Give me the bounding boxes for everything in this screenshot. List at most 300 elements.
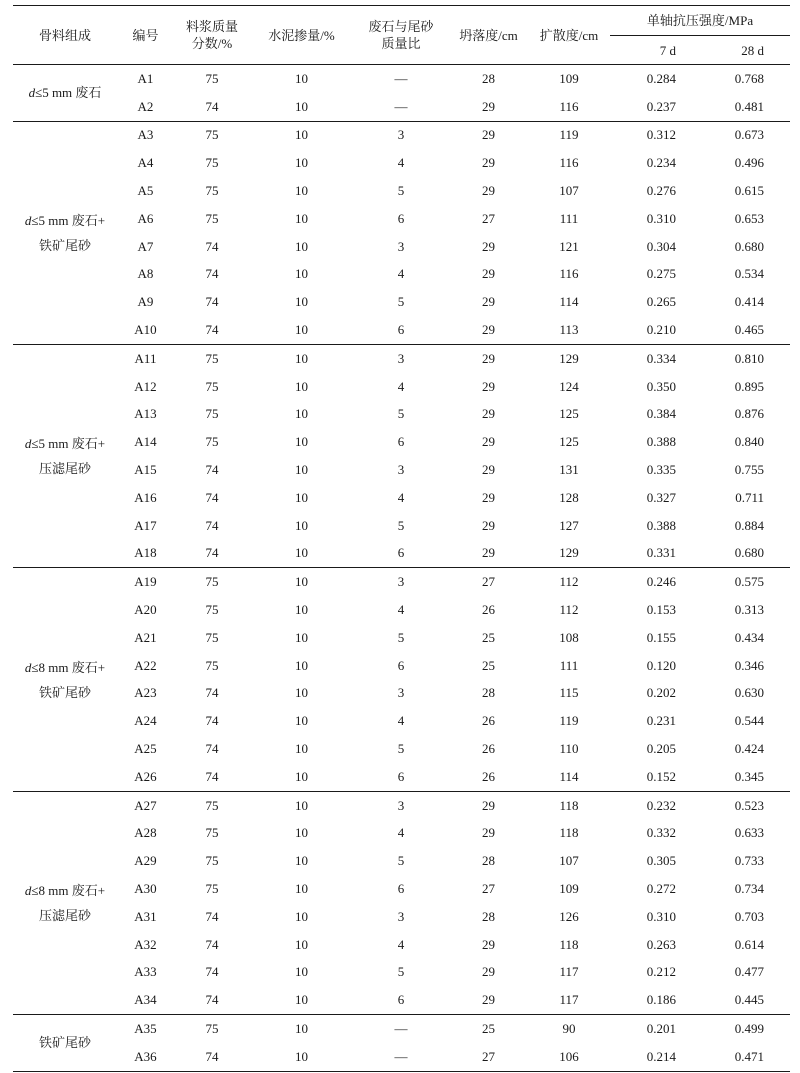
- cell-ratio: 5: [397, 741, 405, 757]
- cell-ratio: 5: [397, 183, 405, 199]
- cell-mass-fraction: 74: [205, 517, 219, 533]
- cell-ucs-28d: 0.680: [734, 545, 765, 561]
- table-row: [13, 456, 790, 484]
- cell-id: A9: [137, 294, 154, 310]
- mix-proportion-table: [13, 5, 790, 1072]
- cell-ucs-7d: 0.334: [646, 350, 676, 366]
- cell-cement: 10: [295, 768, 308, 784]
- cell-spread: 109: [559, 70, 579, 86]
- cell-slump: 29: [482, 992, 495, 1008]
- cell-ratio: 5: [397, 294, 405, 310]
- cell-id: A16: [134, 489, 157, 505]
- cell-cement: 10: [295, 574, 308, 590]
- cell-slump: 29: [482, 517, 495, 533]
- cell-id: A4: [137, 155, 154, 171]
- cell-slump: 29: [482, 545, 495, 561]
- table-row: [13, 428, 790, 456]
- cell-spread: 111: [559, 210, 579, 226]
- cell-id: A8: [137, 266, 154, 282]
- cell-id: A13: [134, 406, 157, 422]
- cell-mass-fraction: 74: [205, 462, 219, 478]
- cell-ratio: 4: [397, 489, 405, 505]
- cell-spread: 114: [559, 768, 579, 784]
- cell-id: A27: [134, 797, 157, 813]
- cell-ucs-7d: 0.120: [646, 657, 676, 673]
- cell-slump: 27: [482, 881, 495, 896]
- cell-id: A22: [134, 657, 157, 673]
- cell-mass-fraction: 75: [205, 210, 219, 226]
- cell-spread: 111: [559, 657, 579, 673]
- cell-ratio: 3: [397, 350, 405, 366]
- cell-ucs-7d: 0.201: [646, 1020, 676, 1036]
- cell-id: A19: [134, 574, 157, 590]
- row-group: [13, 65, 790, 122]
- cell-ratio: 4: [397, 602, 405, 618]
- table-row: [13, 875, 790, 903]
- cell-ucs-7d: 0.312: [646, 127, 676, 143]
- cell-id: A33: [134, 964, 157, 980]
- cell-ucs-28d: 0.445: [734, 992, 765, 1008]
- table-row: [13, 205, 790, 233]
- cell-ucs-28d: 0.346: [734, 657, 765, 673]
- cell-ratio: 6: [397, 210, 405, 226]
- cell-ucs-28d: 0.633: [734, 825, 765, 841]
- cell-slump: 29: [482, 350, 495, 366]
- cell-ucs-28d: 0.673: [734, 127, 765, 143]
- cell-ucs-28d: 0.703: [734, 908, 765, 924]
- cell-spread: 119: [559, 713, 579, 729]
- cell-cement: 10: [295, 294, 308, 310]
- table-row: [13, 820, 790, 848]
- cell-cement: 10: [295, 238, 308, 254]
- cell-slump: 28: [482, 70, 495, 86]
- aggregate-label-line1: [13, 878, 117, 903]
- cell-cement: 10: [295, 70, 308, 86]
- table-row: [13, 791, 790, 819]
- aggregate-size-symbol: d: [24, 212, 32, 228]
- cell-cement: 10: [295, 434, 308, 450]
- cell-aggregate: [13, 65, 117, 122]
- table-row: [13, 401, 790, 429]
- aggregate-label-line2: 压滤尾砂: [38, 907, 91, 923]
- cell-ratio: 5: [397, 853, 405, 869]
- cell-aggregate: [13, 344, 117, 567]
- header-ratio-line1: 废石与尾砂: [368, 19, 434, 34]
- table-row: [13, 512, 790, 540]
- table-row: [13, 316, 790, 344]
- cell-id: A34: [134, 992, 157, 1008]
- cell-ucs-7d: 0.212: [646, 964, 676, 980]
- cell-ratio: 5: [397, 517, 405, 533]
- cell-slump: 29: [482, 322, 495, 338]
- cell-ratio: 6: [397, 768, 405, 784]
- aggregate-label-line2: 铁矿尾砂: [38, 237, 91, 253]
- table-row: [13, 763, 790, 791]
- row-group: [13, 121, 790, 344]
- cell-cement: 10: [295, 406, 308, 422]
- table-row: [13, 903, 790, 931]
- cell-slump: 29: [482, 462, 495, 478]
- cell-ucs-28d: 0.615: [734, 183, 765, 199]
- cell-ucs-7d: 0.331: [646, 545, 676, 561]
- cell-cement: 10: [295, 183, 308, 199]
- cell-spread: 116: [559, 98, 579, 114]
- cell-spread: 117: [559, 964, 579, 980]
- table-row: [13, 233, 790, 261]
- cell-ucs-7d: 0.276: [646, 183, 676, 199]
- cell-ucs-28d: 0.884: [734, 517, 765, 533]
- cell-mass-fraction: 75: [205, 797, 219, 813]
- cell-mass-fraction: 74: [205, 964, 219, 980]
- row-group: [13, 568, 790, 791]
- aggregate-label-line1: [13, 655, 117, 680]
- table-row: [13, 680, 790, 708]
- cell-ucs-7d: 0.214: [646, 1048, 676, 1064]
- table-row: [13, 847, 790, 875]
- cell-spread: 128: [559, 489, 579, 505]
- cell-ucs-28d: 0.614: [734, 936, 765, 952]
- cell-spread: 107: [559, 183, 579, 199]
- table-row: [13, 121, 790, 149]
- cell-mass-fraction: 75: [205, 574, 219, 590]
- aggregate-label-text: 铁矿尾砂: [38, 1035, 91, 1051]
- cell-cement: 10: [295, 992, 308, 1008]
- cell-slump: 27: [482, 574, 495, 590]
- header-mass-fraction: [174, 6, 250, 65]
- cell-mass-fraction: 75: [205, 657, 219, 673]
- cell-id: A32: [134, 936, 157, 952]
- cell-ucs-7d: 0.153: [646, 602, 676, 618]
- cell-cement: 10: [295, 1048, 308, 1064]
- cell-cement: 10: [295, 322, 308, 338]
- aggregate-size-symbol: d: [24, 436, 32, 452]
- cell-slump: 28: [482, 908, 495, 924]
- cell-ucs-7d: 0.246: [646, 574, 676, 590]
- cell-spread: 113: [559, 322, 579, 338]
- cell-mass-fraction: 75: [205, 881, 219, 896]
- cell-ratio: —: [394, 1020, 408, 1036]
- cell-ucs-28d: 0.630: [734, 685, 765, 701]
- cell-slump: 29: [482, 964, 495, 980]
- cell-mass-fraction: 75: [205, 70, 219, 86]
- cell-cement: 10: [295, 964, 308, 980]
- table-row: [13, 707, 790, 735]
- cell-ucs-7d: 0.332: [646, 825, 676, 841]
- cell-ratio: 3: [397, 127, 405, 143]
- header-mass-fraction-line1: 料浆质量: [185, 19, 238, 34]
- cell-ratio: 6: [397, 322, 405, 338]
- cell-slump: 29: [482, 434, 495, 450]
- cell-mass-fraction: 75: [205, 127, 219, 143]
- cell-aggregate: [13, 791, 117, 1014]
- cell-ratio: 4: [397, 713, 405, 729]
- cell-ucs-28d: 0.755: [734, 462, 765, 478]
- cell-id: A20: [134, 602, 157, 618]
- cell-ucs-7d: 0.231: [646, 713, 676, 729]
- cell-mass-fraction: 74: [205, 489, 219, 505]
- cell-ucs-7d: 0.388: [646, 434, 676, 450]
- cell-slump: 29: [482, 378, 495, 394]
- cell-ratio: 4: [397, 936, 405, 952]
- aggregate-size-symbol: d: [28, 85, 36, 101]
- row-group: [13, 1015, 790, 1072]
- cell-ratio: 3: [397, 908, 405, 924]
- aggregate-label-text: ≤8 mm 废石+: [31, 659, 106, 675]
- table-row: [13, 624, 790, 652]
- cell-mass-fraction: 74: [205, 1048, 219, 1064]
- table-row: [13, 65, 790, 93]
- cell-mass-fraction: 74: [205, 545, 219, 561]
- cell-slump: 27: [482, 1048, 495, 1064]
- cell-spread: 112: [559, 574, 579, 590]
- cell-spread: 125: [559, 434, 579, 450]
- cell-ucs-7d: 0.152: [646, 768, 676, 784]
- cell-id: A15: [134, 462, 157, 478]
- cell-mass-fraction: 74: [205, 322, 219, 338]
- cell-spread: 110: [559, 741, 579, 757]
- row-group: [13, 344, 790, 567]
- cell-slump: 26: [482, 768, 495, 784]
- cell-ucs-28d: 0.711: [735, 489, 765, 505]
- header-cement: 水泥掺量/%: [268, 27, 335, 43]
- cell-mass-fraction: 74: [205, 294, 219, 310]
- cell-slump: 26: [482, 713, 495, 729]
- cell-ratio: —: [394, 98, 408, 114]
- header-spread: 扩散度/cm: [539, 27, 599, 43]
- cell-spread: 125: [559, 406, 579, 422]
- cell-ratio: 6: [397, 881, 405, 896]
- cell-spread: 107: [559, 853, 579, 869]
- cell-ucs-7d: 0.350: [646, 378, 676, 394]
- cell-mass-fraction: 75: [205, 1020, 219, 1036]
- cell-mass-fraction: 74: [205, 238, 219, 254]
- header-ratio: [353, 6, 449, 65]
- cell-spread: 108: [559, 629, 579, 645]
- cell-spread: 90: [562, 1020, 576, 1036]
- cell-ratio: 4: [397, 155, 405, 171]
- cell-spread: 127: [559, 517, 579, 533]
- table-row: [13, 93, 790, 121]
- cell-mass-fraction: 74: [205, 908, 219, 924]
- cell-slump: 27: [482, 210, 495, 226]
- cell-spread: 118: [559, 825, 579, 841]
- cell-mass-fraction: 74: [205, 266, 219, 282]
- cell-ucs-28d: 0.810: [734, 350, 765, 366]
- cell-cement: 10: [295, 629, 308, 645]
- cell-cement: 10: [295, 350, 308, 366]
- cell-cement: 10: [295, 936, 308, 952]
- table-row: [13, 959, 790, 987]
- cell-mass-fraction: 75: [205, 406, 219, 422]
- cell-mass-fraction: 75: [205, 155, 219, 171]
- cell-ucs-7d: 0.237: [646, 98, 676, 114]
- cell-ucs-7d: 0.234: [646, 155, 676, 171]
- cell-spread: 115: [559, 685, 579, 701]
- header-ucs: 单轴抗压强度/MPa: [610, 6, 790, 36]
- cell-ucs-28d: 0.496: [734, 155, 765, 171]
- table-row: [13, 596, 790, 624]
- cell-ucs-28d: 0.876: [734, 406, 765, 422]
- cell-aggregate: [13, 1015, 117, 1072]
- cell-spread: 121: [559, 238, 579, 254]
- cell-id: A18: [134, 545, 157, 561]
- cell-slump: 29: [482, 238, 495, 254]
- cell-slump: 29: [482, 936, 495, 952]
- cell-id: A36: [134, 1048, 157, 1064]
- header-aggregate: 骨料组成: [38, 27, 91, 43]
- cell-cement: 10: [295, 825, 308, 841]
- cell-id: A12: [134, 378, 157, 394]
- cell-ratio: 3: [397, 574, 405, 590]
- cell-ucs-7d: 0.186: [646, 992, 676, 1008]
- cell-aggregate: [13, 568, 117, 791]
- cell-mass-fraction: 75: [205, 825, 219, 841]
- cell-cement: 10: [295, 517, 308, 533]
- table-row: [13, 177, 790, 205]
- table-row: [13, 288, 790, 316]
- cell-slump: 25: [482, 657, 495, 673]
- cell-ucs-7d: 0.310: [646, 210, 676, 226]
- cell-id: A29: [134, 853, 157, 869]
- cell-ucs-7d: 0.232: [646, 797, 676, 813]
- cell-spread: 126: [559, 908, 579, 924]
- cell-slump: 29: [482, 127, 495, 143]
- cell-id: A31: [134, 908, 157, 924]
- cell-mass-fraction: 74: [205, 936, 219, 952]
- cell-cement: 10: [295, 797, 308, 813]
- cell-ucs-28d: 0.895: [734, 378, 765, 394]
- cell-spread: 114: [559, 294, 579, 310]
- table-row: [13, 484, 790, 512]
- cell-mass-fraction: 74: [205, 768, 219, 784]
- cell-ratio: 4: [397, 825, 405, 841]
- cell-spread: 129: [559, 350, 579, 366]
- cell-ucs-28d: 0.544: [734, 713, 765, 729]
- cell-mass-fraction: 75: [205, 183, 219, 199]
- cell-cement: 10: [295, 685, 308, 701]
- aggregate-label-line1: [13, 431, 117, 456]
- cell-ucs-28d: 0.471: [734, 1048, 765, 1064]
- cell-slump: 29: [482, 406, 495, 422]
- cell-id: A7: [137, 238, 154, 254]
- cell-ratio: 5: [397, 964, 405, 980]
- cell-id: A35: [134, 1020, 157, 1036]
- table-row: [13, 1015, 790, 1043]
- cell-ucs-7d: 0.327: [646, 489, 676, 505]
- cell-cement: 10: [295, 602, 308, 618]
- cell-cement: 10: [295, 489, 308, 505]
- cell-spread: 106: [559, 1048, 579, 1064]
- header-ratio-line2: 质量比: [381, 36, 421, 51]
- cell-cement: 10: [295, 657, 308, 673]
- cell-cement: 10: [295, 881, 308, 896]
- cell-spread: 119: [559, 127, 579, 143]
- cell-ucs-7d: 0.305: [646, 853, 676, 869]
- cell-spread: 124: [559, 378, 579, 394]
- cell-ratio: 5: [397, 406, 405, 422]
- cell-id: A21: [134, 629, 157, 645]
- cell-ratio: 5: [397, 629, 405, 645]
- cell-ratio: 3: [397, 462, 405, 478]
- cell-id: A6: [137, 210, 154, 226]
- cell-slump: 29: [482, 98, 495, 114]
- cell-id: A14: [134, 434, 157, 450]
- cell-ucs-28d: 0.313: [734, 602, 765, 618]
- cell-spread: 117: [559, 992, 579, 1008]
- cell-spread: 118: [559, 797, 579, 813]
- cell-ucs-28d: 0.653: [734, 210, 765, 226]
- table-row: [13, 568, 790, 596]
- cell-slump: 29: [482, 155, 495, 171]
- cell-ucs-28d: 0.499: [734, 1020, 765, 1036]
- cell-mass-fraction: 75: [205, 434, 219, 450]
- table-row: [13, 652, 790, 680]
- cell-slump: 28: [482, 853, 495, 869]
- cell-slump: 29: [482, 825, 495, 841]
- cell-cement: 10: [295, 378, 308, 394]
- cell-ratio: —: [394, 70, 408, 86]
- cell-ratio: 4: [397, 266, 405, 282]
- table-row: [13, 373, 790, 401]
- header-id: 编号: [132, 27, 159, 43]
- table-row: [13, 1043, 790, 1071]
- cell-mass-fraction: 74: [205, 741, 219, 757]
- cell-ucs-7d: 0.265: [646, 294, 676, 310]
- cell-id: A23: [134, 685, 157, 701]
- header-mass-fraction-line2: 分数/%: [191, 36, 233, 51]
- cell-ratio: 4: [397, 378, 405, 394]
- cell-ratio: —: [394, 1048, 408, 1064]
- cell-slump: 29: [482, 183, 495, 199]
- cell-cement: 10: [295, 908, 308, 924]
- cell-id: A5: [137, 183, 154, 199]
- aggregate-label-text: ≤5 mm 废石+: [31, 212, 106, 228]
- aggregate-label-text: ≤8 mm 废石+: [31, 882, 106, 898]
- cell-id: A28: [134, 825, 157, 841]
- aggregate-label-line2: 铁矿尾砂: [38, 684, 91, 700]
- cell-ratio: 3: [397, 685, 405, 701]
- cell-mass-fraction: 74: [205, 98, 219, 114]
- cell-id: A3: [137, 127, 154, 143]
- cell-slump: 29: [482, 489, 495, 505]
- cell-ratio: 3: [397, 238, 405, 254]
- header-slump: 坍落度/cm: [459, 27, 518, 43]
- cell-ucs-28d: 0.733: [734, 853, 765, 869]
- cell-id: A17: [134, 517, 157, 533]
- cell-mass-fraction: 75: [205, 350, 219, 366]
- cell-id: A24: [134, 713, 157, 729]
- cell-ucs-28d: 0.734: [734, 881, 765, 896]
- cell-ucs-28d: 0.523: [734, 797, 765, 813]
- aggregate-size-symbol: d: [24, 659, 32, 675]
- cell-mass-fraction: 75: [205, 378, 219, 394]
- cell-ucs-28d: 0.768: [734, 70, 765, 86]
- cell-cement: 10: [295, 853, 308, 869]
- aggregate-label-line1: [13, 208, 117, 233]
- cell-ucs-28d: 0.481: [734, 98, 765, 114]
- cell-ucs-7d: 0.205: [646, 741, 676, 757]
- cell-slump: 26: [482, 602, 495, 618]
- aggregate-size-symbol: d: [24, 882, 32, 898]
- cell-ratio: 6: [397, 992, 405, 1008]
- cell-cement: 10: [295, 155, 308, 171]
- cell-slump: 25: [482, 1020, 495, 1036]
- header-ucs-7d: 7 d: [659, 42, 676, 58]
- cell-ucs-28d: 0.465: [734, 322, 765, 338]
- cell-id: A30: [134, 881, 157, 896]
- table-row: [13, 540, 790, 568]
- cell-ucs-28d: 0.680: [734, 238, 765, 254]
